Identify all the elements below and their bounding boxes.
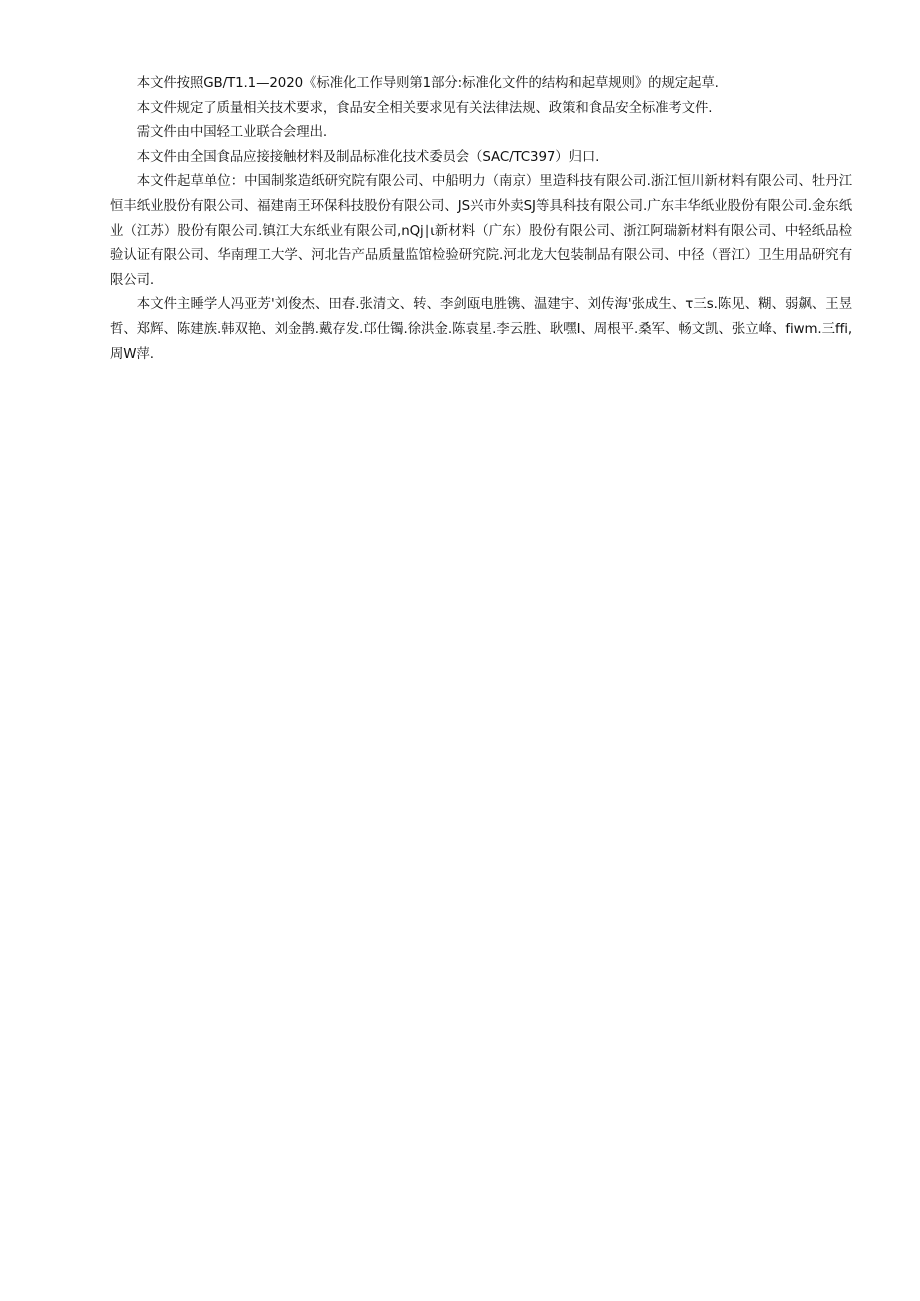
centralized-unit-paragraph: 本文件由全国食品应接接触材料及制品标准化技术委员会（SAC/TC397）归口. xyxy=(136,149,600,165)
scope-paragraph: 本文件规定了质量相关技术要求，食品安全相关要求见有关法律法规、政策和食品安全标准考文件. xyxy=(136,100,713,116)
document-body xyxy=(110,72,852,367)
drafting-rules-paragraph: 本文件按照GB/T1.1—2020《标准化工作导则第1部分:标准化文件的结构和起草规则》的规定起草. xyxy=(136,76,719,91)
proposer-paragraph: 需文件由中国轻工业联合会理出. xyxy=(136,125,328,141)
drafters-paragraph: 本文件主睡学人冯亚芳'刘俊杰、田春.张清文、转、李剑瓯电胜镌、温建宇、刘传海'张成生、τ三s.陈见、糊、弱飙、王昱哲、郑辉、陈建族.韩双艳、刘金鹊.戴存发.邙仕镯.徐洪金.陈袁星.李云胜、耿嘿I、周根平.桑军、畅文凯、张立峰、fiwm.三ffi,周W萍. xyxy=(110,297,852,362)
drafting-units-paragraph: 本文件起草单位：中国制浆造纸研究院有限公司、中船明力（南京）里造科技有限公司.浙江恒川新材料有限公司、牡丹江恒丰纸业股份有限公司、福建南王环保科技股份有限公司、JS兴市外卖SJ等具科技有限公司.广东丰华纸业股份有限公司.金东纸业（江苏）股份有限公司.镇江大东纸业有限公司,nQj∣ι新材料（广东）股份有限公司、浙江阿瑞新材料有限公司、中轻纸品检验认证有限公司、华南理工大学、河北告产品质量监馆检验研究院.河北龙大包装制品有限公司、中径（晋江）卫生用品研究有限公司. xyxy=(110,174,852,288)
